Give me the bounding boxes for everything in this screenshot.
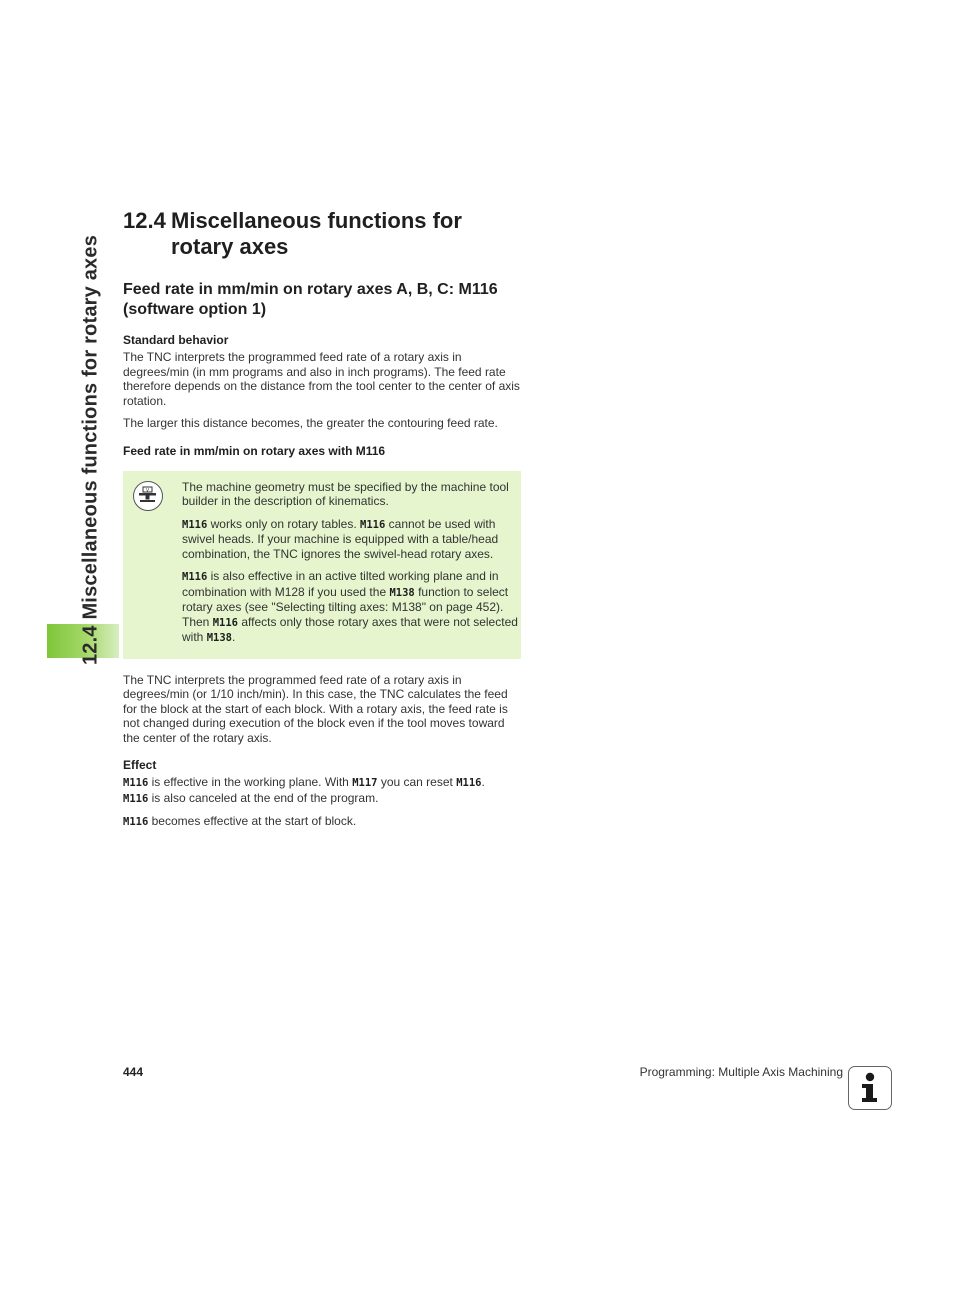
standard-behavior-paragraph-2: The larger this distance becomes, the greater the contouring feed rate. — [123, 416, 498, 430]
subsection-title: Feed rate in mm/min on rotary axes A, B, C: M116 (software option 1) — [123, 281, 498, 318]
code-m116: M116 — [212, 616, 238, 629]
side-chapter-title: 12.4 Miscellaneous functions for rotary axes — [79, 234, 102, 666]
note-paragraph-2 — [182, 517, 521, 562]
effect-text: you can reset — [377, 775, 457, 789]
note-text: function to select rotary axes (see "Selecting tilting axes: M138" on page 452). Then — [182, 584, 509, 629]
code-m116: M116 — [456, 777, 482, 789]
effect-text: is effective in the working plane. With — [148, 775, 353, 789]
code-m117: M117 — [352, 777, 378, 789]
note-text: affects only those rotary axes that were not selected with — [182, 614, 518, 644]
info-icon — [848, 1066, 892, 1110]
standard-behavior-paragraph-1: The TNC interprets the programmed feed rate of a rotary axis in degrees/min (in mm programs and also in inch programs). The feed rate therefore depends on the distance from the tool center to the center of axis rotation. — [123, 350, 520, 408]
machine-icon — [133, 481, 163, 511]
effect-paragraph-2 — [123, 814, 523, 830]
section-title-text: Miscellaneous functions for rotary axes — [171, 208, 462, 259]
note-text: is also effective in an active tilted working plane and in combination with M128 if you used the — [182, 569, 499, 599]
standard-behavior-heading: Standard behavior — [123, 333, 229, 347]
note-paragraph-3 — [182, 569, 521, 646]
section-title — [123, 208, 523, 260]
code-m116: M116 — [360, 518, 386, 531]
section-number: 12.4 — [123, 208, 166, 233]
page-number: 444 — [123, 1065, 144, 1079]
note-text: cannot be used with swivel heads. If your machine is equipped with a table/head combination, the TNC ignores the swivel-head rotary axes. — [182, 516, 499, 561]
code-m116: M116 — [182, 518, 208, 531]
code-m138: M138 — [206, 632, 232, 644]
page-content — [123, 208, 523, 838]
note-text: . — [231, 630, 236, 644]
code-m116: M116 — [182, 571, 208, 583]
code-m138: M138 — [389, 586, 415, 599]
effect-text: becomes effective at the start of block. — [148, 814, 357, 828]
note-paragraph-1: The machine geometry must be specified by the machine tool builder in the description of kinematics. — [182, 479, 509, 508]
effect-text: . — [481, 775, 485, 789]
note-text: works only on rotary tables. — [207, 516, 361, 531]
effect-heading: Effect — [123, 758, 157, 772]
body-paragraph: The TNC interprets the programmed feed rate of a rotary axis in degrees/min (or 1/10 inch/min). In this case, the TNC calculates the feed for the block at the start of each block. With a rotary axis, the feed rate is not changed during execution of the block even if the tool moves toward the center of the rotary axis. — [123, 672, 508, 745]
feed-rate-heading: Feed rate in mm/min on rotary axes with M116 — [123, 443, 386, 458]
code-m116: M116 — [123, 816, 149, 828]
code-m116: M116 — [123, 777, 149, 789]
code-m116: M116 — [123, 792, 149, 805]
machine-note-box — [123, 471, 521, 659]
effect-paragraph-1 — [123, 775, 523, 806]
svg-text:V: V — [145, 487, 150, 493]
effect-text: is also canceled at the end of the program. — [148, 790, 379, 805]
footer-chapter-title: Programming: Multiple Axis Machining — [639, 1065, 843, 1079]
